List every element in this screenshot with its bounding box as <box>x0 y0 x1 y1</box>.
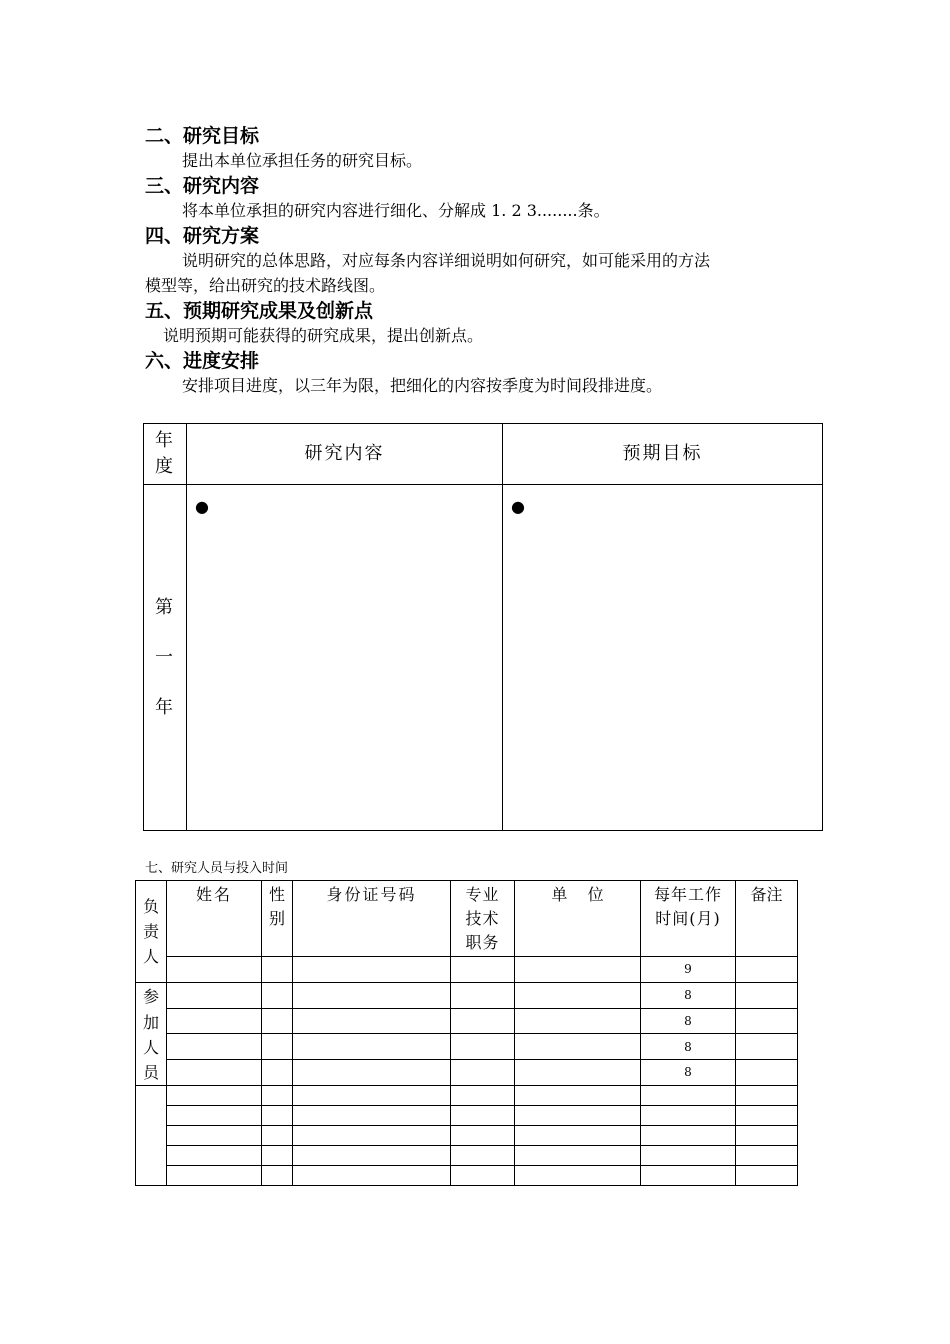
section-text-content: 将本单位承担的研究内容进行细化、分解成 1. 2 3........条。 <box>182 201 610 220</box>
col-gender-char2: 别 <box>268 909 285 928</box>
section-heading-goal: 二、研究目标 <box>145 125 260 147</box>
leader-label-char1: 负 <box>142 897 159 916</box>
col-gender-char1: 性 <box>268 885 285 904</box>
header-year-char2: 度 <box>155 456 175 477</box>
col-title-line3: 职务 <box>465 933 500 952</box>
member-time-2: 8 <box>684 1014 692 1028</box>
section-text-plan-line1: 说明研究的总体思路，对应每条内容详细说明如何研究，如可能采用的方法 <box>182 251 711 270</box>
member-label-char3: 人 <box>142 1038 159 1057</box>
row-label-char3: 年 <box>155 697 175 718</box>
bullet-target: ● <box>511 497 525 516</box>
member-label-char1: 参 <box>142 987 159 1006</box>
col-id-number: 身份证号码 <box>326 885 417 904</box>
section-text-plan-line2: 模型等，给出研究的技术路线图。 <box>145 276 386 295</box>
section-heading-plan: 四、研究方案 <box>145 225 260 247</box>
section-text-goal: 提出本单位承担任务的研究目标。 <box>182 151 423 170</box>
leader-time: 9 <box>684 962 692 976</box>
section-heading-content: 三、研究内容 <box>145 175 260 197</box>
col-time-line1: 每年工作 <box>653 885 722 904</box>
section-heading-outcomes: 五、预期研究成果及创新点 <box>145 300 374 322</box>
member-time-4: 8 <box>684 1065 692 1079</box>
col-time-line2: 时间(月) <box>655 909 721 928</box>
header-expected-target: 预期目标 <box>622 443 703 464</box>
col-title-line2: 技术 <box>465 909 500 928</box>
row-label-char2: 一 <box>155 647 175 668</box>
section-text-schedule: 安排项目进度，以三年为限，把细化的内容按季度为时间段排进度。 <box>182 376 663 395</box>
leader-label-char3: 人 <box>142 947 159 966</box>
personnel-caption: 七、研究人员与投入时间 <box>145 861 289 876</box>
row-label-char1: 第 <box>155 597 175 618</box>
member-label-char2: 加 <box>142 1013 159 1032</box>
member-time-3: 8 <box>684 1040 692 1054</box>
header-year-char1: 年 <box>155 430 175 451</box>
member-label-char4: 员 <box>142 1063 159 1082</box>
header-research-content: 研究内容 <box>304 443 385 464</box>
section-heading-schedule: 六、进度安排 <box>145 350 260 372</box>
col-note: 备注 <box>750 885 783 904</box>
section-text-outcomes: 说明预期可能获得的研究成果，提出创新点。 <box>163 326 484 345</box>
col-title-line1: 专业 <box>465 885 500 904</box>
col-name: 姓名 <box>195 885 232 904</box>
leader-label-char2: 责 <box>142 922 159 941</box>
member-time-1: 8 <box>684 988 692 1002</box>
col-unit: 单 位 <box>551 885 604 904</box>
bullet-content: ● <box>195 497 209 516</box>
